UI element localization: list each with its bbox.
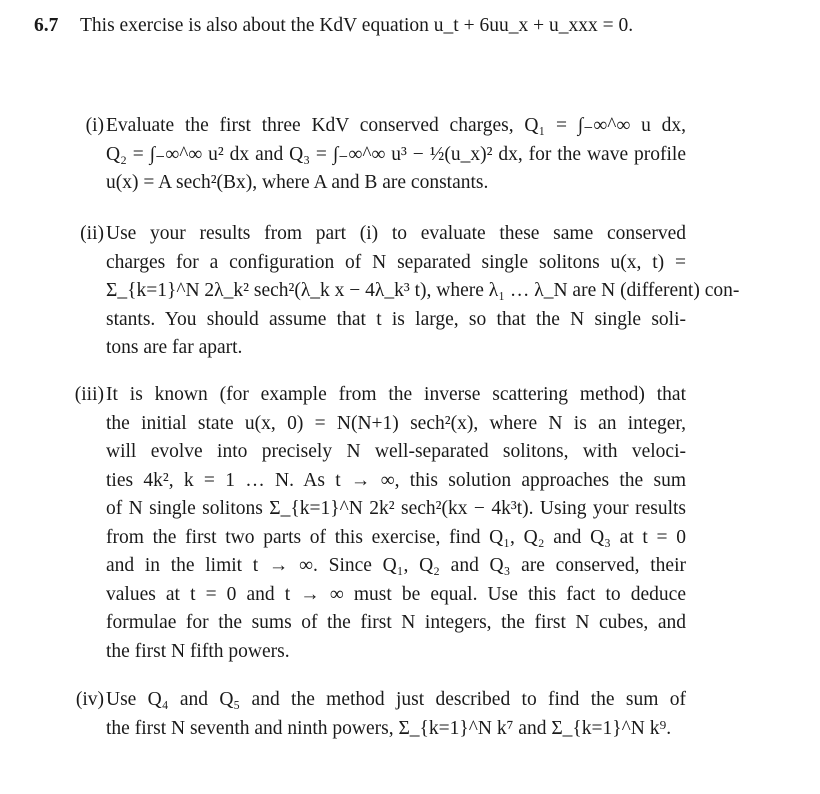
text-line: It is known (for example from the inverse scattering method) that [106, 384, 686, 405]
text-line: formulae for the sums of the first N integers, the first N cubes, and [106, 612, 686, 633]
text-line: Use Q₄ and Q₅ and the method just described to find the sum of [106, 689, 686, 710]
text-line: tons are far apart. [106, 337, 243, 358]
part-body [106, 686, 686, 743]
part-i [58, 112, 686, 198]
part-ii [58, 220, 740, 363]
text-line: the first N fifth powers. [106, 640, 290, 662]
text-line: of N single solitons Σ_{k=1}^N 2k² sech²(kx − 4k³t). Using your results [106, 498, 686, 519]
text-line: Use your results from part (i) to evaluate these same conserved [106, 223, 686, 244]
text-line: Q₂ = ∫₋∞^∞ u² dx and Q₃ = ∫₋∞^∞ u³ − ½(u_x)² dx, for the wave profile [106, 143, 686, 165]
part-iv [58, 686, 686, 743]
part-body [106, 381, 686, 666]
text-line: u(x) = A sech²(Bx), where A and B are constants. [106, 172, 489, 193]
text-line: stants. You should assume that t is large, so that the N single soli- [106, 308, 686, 330]
exercise-number: 6.7 [34, 15, 59, 36]
part-label: (iii) [74, 384, 104, 405]
text-line: will evolve into precisely N well-separated solitons, with veloci- [106, 441, 686, 462]
text-line: and in the limit t → ∞. Since Q₁, Q₂ and Q₃ are conserved, their [106, 555, 686, 576]
text-line: the initial state u(x, 0) = N(N+1) sech²(x), where N is an integer, [106, 412, 686, 434]
part-label: (ii) [80, 223, 104, 244]
exercise-heading [34, 12, 794, 41]
text-line: ties 4k², k = 1 … N. As t → ∞, this solution approaches the sum [106, 469, 686, 491]
part-label: (i) [85, 115, 104, 136]
exercise-intro: This exercise is also about the KdV equation u_t + 6uu_x + u_xxx = 0. [80, 15, 634, 36]
part-iii [58, 381, 686, 666]
text-line: the first N seventh and ninth powers, Σ_{k=1}^N k⁷ and Σ_{k=1}^N k⁹. [106, 717, 672, 739]
text-line: values at t = 0 and t → ∞ must be equal. Use this fact to deduce [106, 583, 686, 605]
part-label: (iv) [75, 689, 104, 710]
text-line: charges for a configuration of N separated single solitons u(x, t) = [106, 251, 686, 273]
text-line: Σ_{k=1}^N 2λ_k² sech²(λ_k x − 4λ_k³ t), where λ₁ … λ_N are N (different) con- [106, 280, 740, 301]
part-body [106, 112, 686, 198]
text-line: Evaluate the first three KdV conserved charges, Q₁ = ∫₋∞^∞ u dx, [106, 115, 686, 136]
part-body [106, 220, 740, 363]
text-line: from the first two parts of this exercise, find Q₁, Q₂ and Q₃ at t = 0 [106, 526, 686, 548]
